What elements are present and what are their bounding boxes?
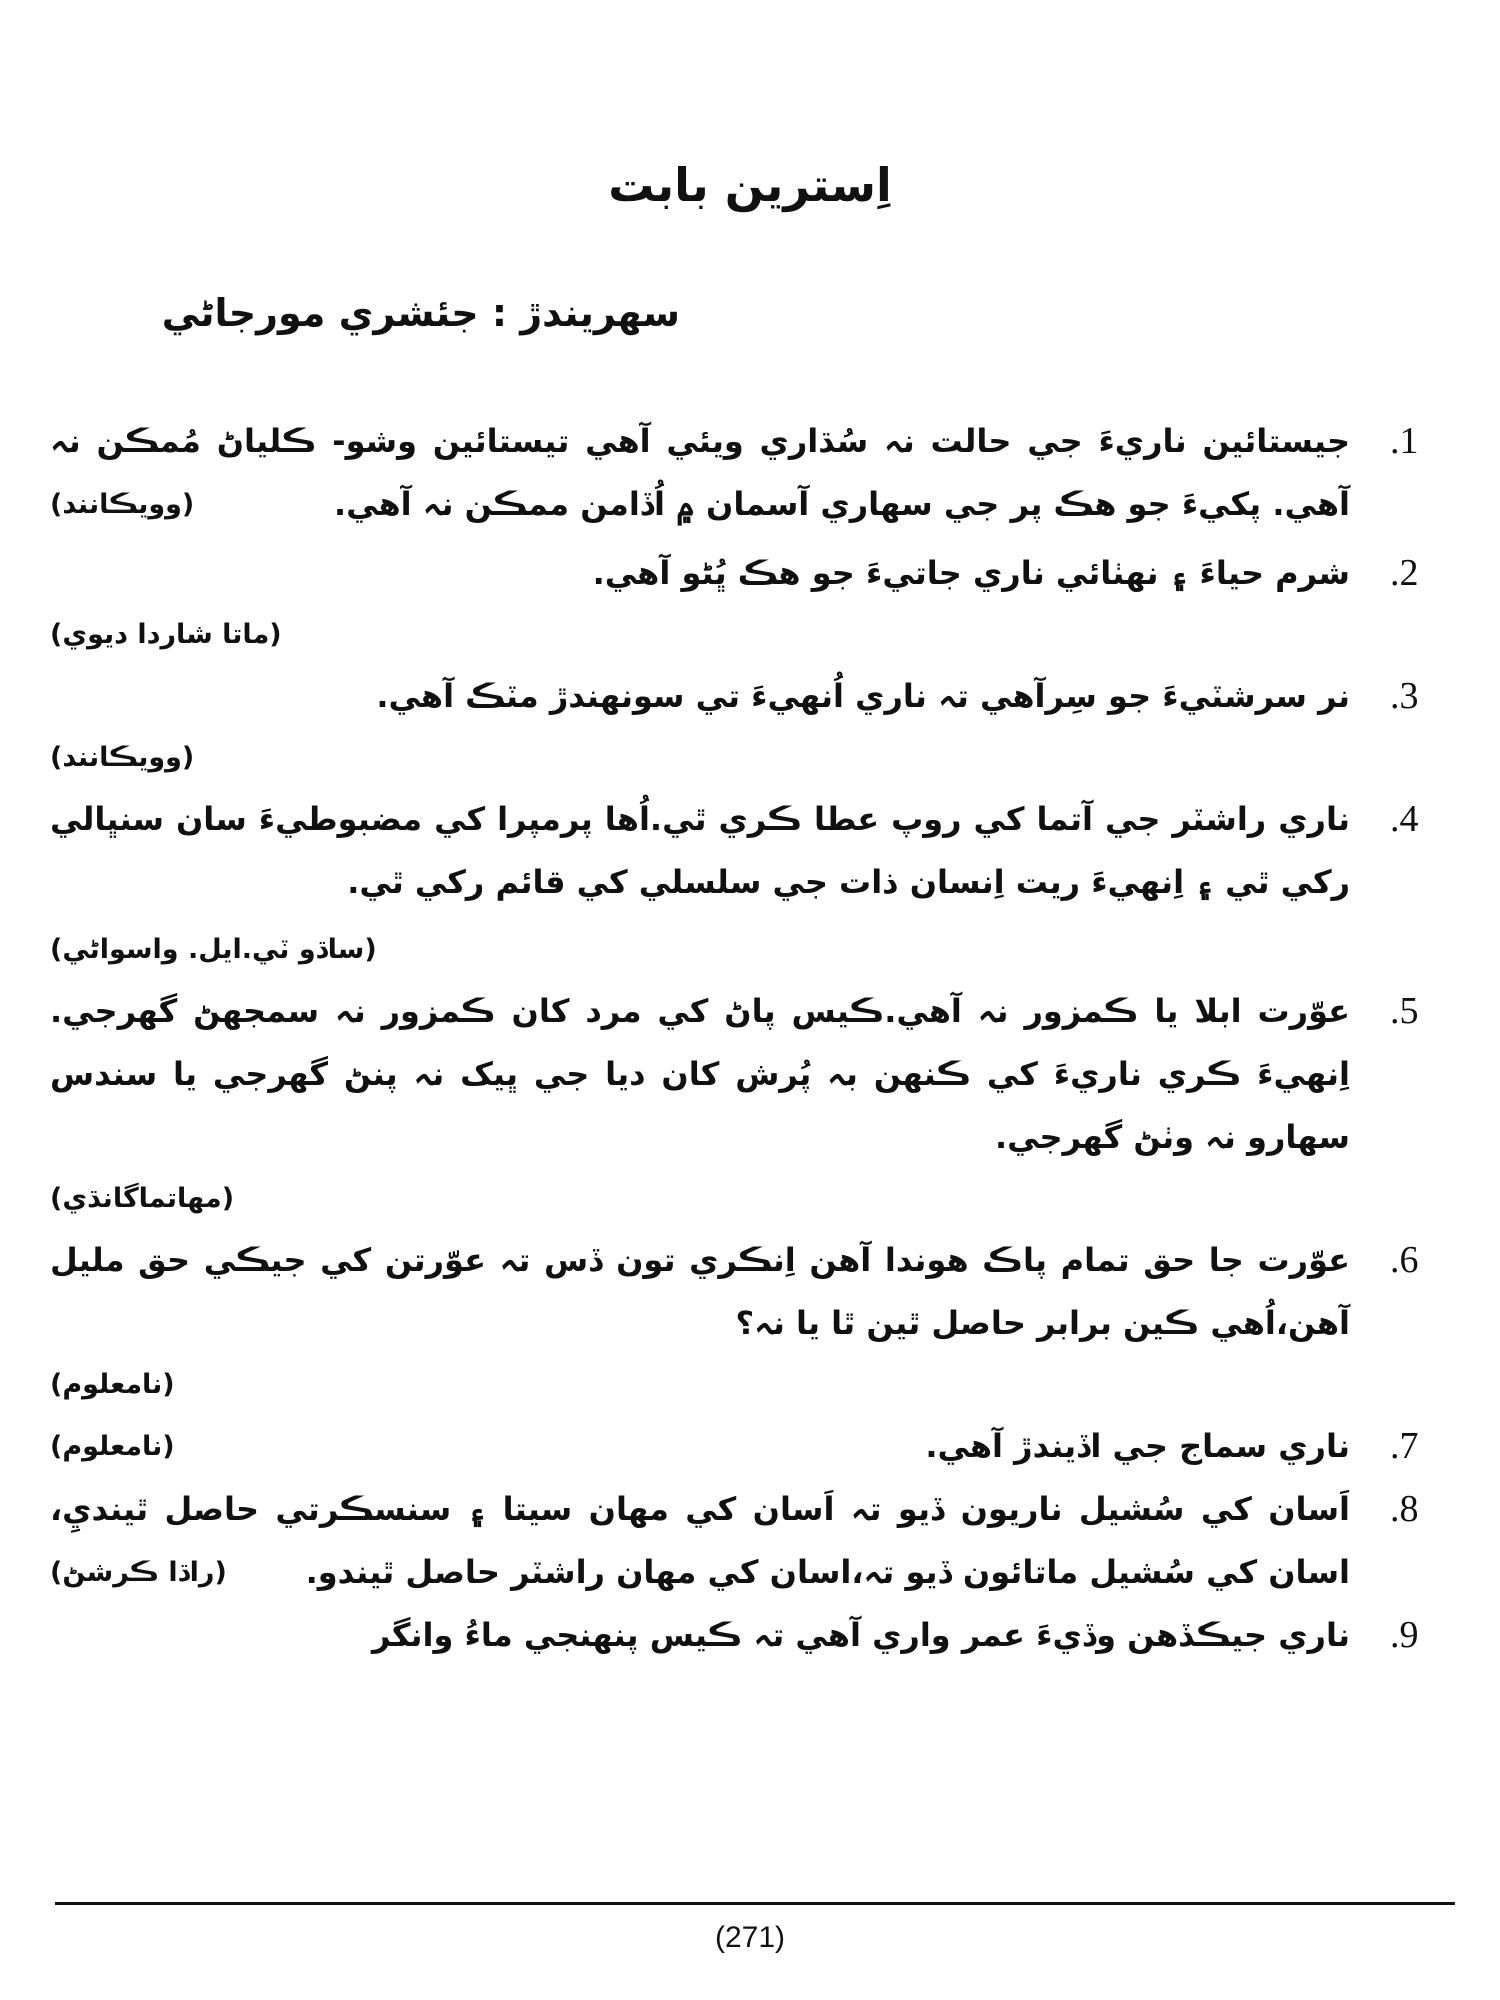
item-number: .5 bbox=[1390, 990, 1419, 1032]
item-number: .9 bbox=[1390, 1614, 1419, 1656]
item-text: عوّرت ابلا يا ڪمزور نہ آهي.ڪيس پاڻ کي مرد کان ڪمزور نہ سمجهڻ گهرجي. اِنهيءَ ڪري ناريءَ کي ڪنهن بہ پُرش کان ديا جي ڀيک نہ پنڻ گهرجي يا سندس سهارو نہ وٺڻ گهرجي. bbox=[50, 992, 1350, 1156]
quotation-list bbox=[50, 410, 1460, 1667]
list-item bbox=[50, 788, 1460, 914]
item-attribution: (ساڌو ٽي.ايل. واسواڻي) bbox=[50, 934, 377, 965]
list-item bbox=[50, 410, 1460, 536]
list-item bbox=[50, 542, 1460, 605]
list-item bbox=[50, 1415, 1460, 1478]
page-title: اِسترين بابت bbox=[608, 158, 892, 212]
item-number: .7 bbox=[1390, 1425, 1419, 1467]
list-item bbox=[50, 665, 1460, 728]
item-text: نر سرشٽيءَ جو سِرآهي تہ ناري اُنهيءَ تي سونهندڙ مٽڪ آهي. bbox=[376, 677, 1350, 715]
item-number: .6 bbox=[1390, 1239, 1419, 1281]
list-item bbox=[50, 1604, 1460, 1667]
item-text: عوّرت جا حق تمام پاڪ هوندا آهن اِنڪري تون ڏس تہ عوّرتن کي جيڪي حق مليل آهن،اُهي ڪين برابر حاصل ٿين ٿا يا نہ؟ bbox=[50, 1241, 1350, 1342]
item-attribution: (نامعلوم) bbox=[50, 1369, 175, 1400]
item-number: .8 bbox=[1390, 1488, 1419, 1530]
list-item bbox=[50, 980, 1460, 1169]
item-attribution: (وويڪانند) bbox=[50, 489, 195, 520]
item-text: اَسان کي سُشيل ناريون ڏيو تہ اَسان کي مهان سيتا ۽ سنسڪرتي حاصل ٿينديِ، اسان کي سُشيل ماتائون ڏيو تہ،اسان کي مهان راشٽر حاصل ٿيندو. bbox=[50, 1490, 1350, 1591]
item-text: جيستائين ناريءَ جي حالت نہ سُڌاري ويئي آهي تيستائين وشو- ڪلياڻ مُمڪن نہ آهي. پکيءَ جو هڪ پر جي سهاري آسمان ۾ اُڏامن ممڪن نہ آهي. bbox=[50, 422, 1350, 523]
item-number: .3 bbox=[1390, 675, 1419, 717]
item-text: ناري سماج جي اڏيندڙ آهي. bbox=[925, 1427, 1350, 1465]
item-number: .2 bbox=[1390, 552, 1419, 594]
item-attribution: (وويڪانند) bbox=[50, 742, 195, 773]
list-item bbox=[50, 1478, 1460, 1604]
item-attribution: (نامعلوم) bbox=[50, 1431, 175, 1462]
item-attribution: (راڌا ڪرشڻ) bbox=[50, 1557, 227, 1588]
item-text: ناري راشٽر جي آتما کي روپ عطا ڪري ٿي.اُها پرمپرا کي مضبوطيءَ سان سنڀالي رکي ٿي ۽ اِنهيءَ ريت اِنسان ذات جي سلسلي کي قائم رکي ٿي. bbox=[50, 800, 1350, 901]
item-number: .4 bbox=[1390, 798, 1419, 840]
item-number: .1 bbox=[1390, 420, 1419, 462]
item-text: ناري جيڪڏهن وڏيءَ عمر واري آهي تہ ڪيس پنهنجي ماءُ وانگر bbox=[371, 1616, 1350, 1654]
item-attribution: (ماتا شاردا ديوي) bbox=[50, 619, 282, 650]
item-attribution: (مهاتماگانڌي) bbox=[50, 1183, 235, 1214]
footer-divider bbox=[55, 1902, 1455, 1905]
page-number: (271) bbox=[714, 1921, 786, 1954]
compiled-by-line: سهريندڙ : جئشري مورجاڻي bbox=[161, 291, 680, 335]
list-item bbox=[50, 1229, 1460, 1355]
item-text: شرم حياءَ ۽ نهٺائي ناري جاتيءَ جو هڪ ڀُڻو آهي. bbox=[592, 554, 1350, 592]
